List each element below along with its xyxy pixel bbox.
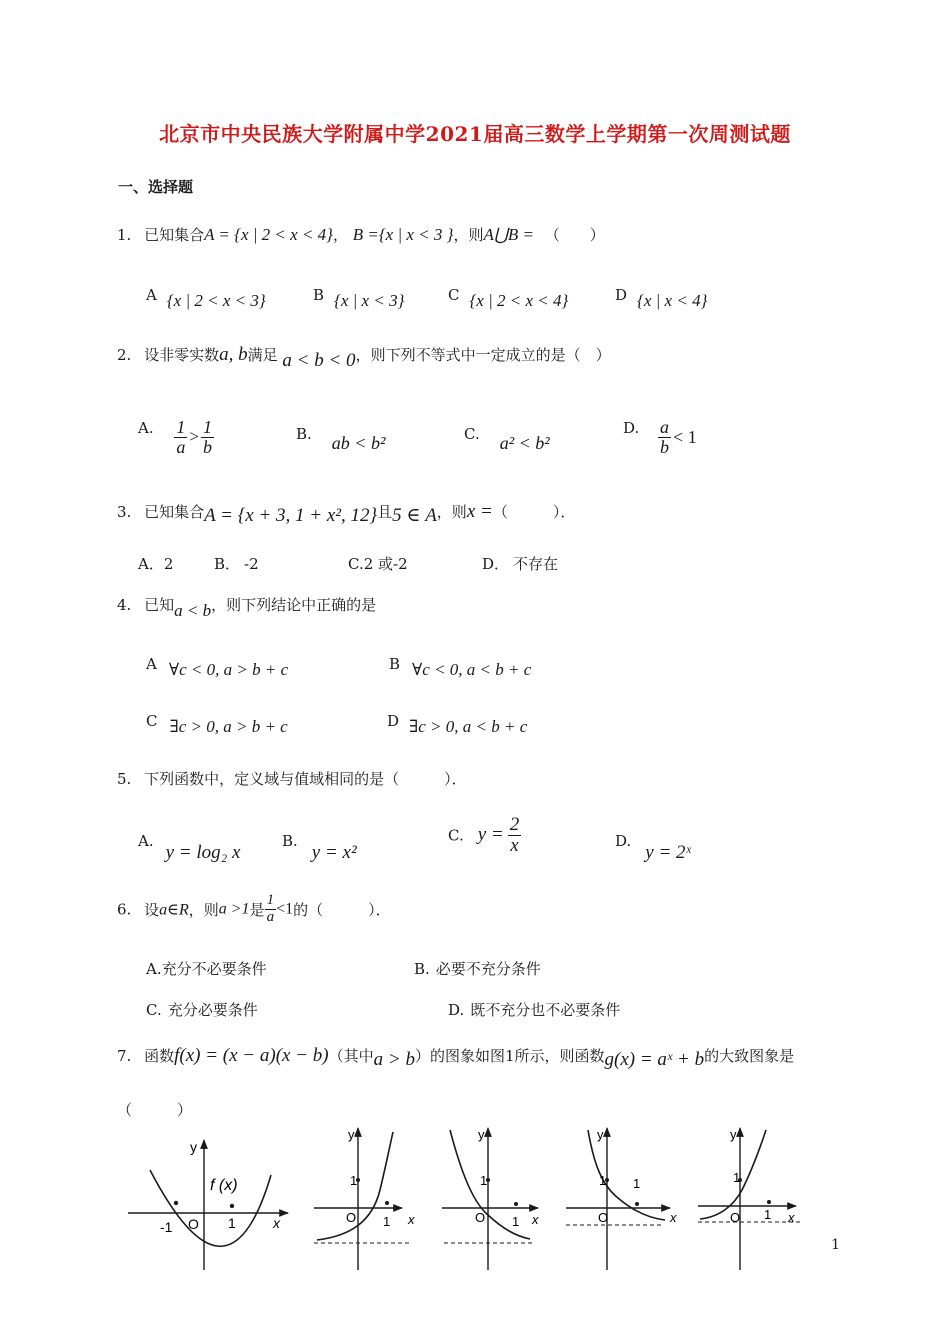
option-text: 充分不必要条件 bbox=[161, 960, 267, 978]
fraction bbox=[174, 418, 187, 457]
option-text: y = x² bbox=[311, 842, 357, 863]
q4-option-c bbox=[146, 711, 288, 736]
denominator: b bbox=[202, 436, 212, 457]
q6-stem: 设 bbox=[144, 900, 160, 919]
figure-1-f-graph bbox=[128, 1139, 288, 1270]
y-label: y bbox=[348, 1127, 355, 1142]
numerator: 1 bbox=[266, 892, 275, 908]
denominator: x bbox=[510, 834, 519, 856]
denominator: a bbox=[266, 908, 275, 925]
q3-number: 3. bbox=[117, 503, 132, 521]
y-label: y bbox=[190, 1139, 197, 1155]
question-1 bbox=[117, 224, 605, 245]
q3-option-b bbox=[214, 553, 259, 574]
option-label: B bbox=[313, 286, 325, 304]
option-text: ∃c > 0, a > b + c bbox=[169, 717, 288, 736]
q2-number: 2. bbox=[117, 346, 132, 364]
q2-stem: 设非零实数 bbox=[144, 346, 220, 364]
option-label: C. bbox=[146, 1001, 162, 1019]
q3-variable: x = bbox=[466, 501, 493, 522]
option-text: ab < b² bbox=[331, 433, 386, 453]
option-label: D． bbox=[482, 555, 510, 573]
option-label: D. bbox=[623, 419, 640, 438]
option-label: B. bbox=[282, 832, 298, 850]
q1-option-d bbox=[615, 285, 708, 310]
q6-number: 6. bbox=[117, 900, 132, 919]
q7-condition: a > b bbox=[373, 1049, 415, 1070]
option-label: A. bbox=[146, 960, 162, 978]
q4-option-b bbox=[389, 654, 532, 679]
q3-option-d bbox=[482, 553, 558, 574]
q1-number: 1. bbox=[117, 226, 132, 244]
numerator: 1 bbox=[176, 417, 186, 437]
option-label: D. bbox=[448, 1001, 465, 1019]
point-dot bbox=[385, 1201, 389, 1205]
tick-label: 1 bbox=[633, 1176, 641, 1191]
option-text: 必要不充分条件 bbox=[435, 960, 541, 978]
option-text: 既不充分也不必要条件 bbox=[470, 1001, 621, 1019]
q3-mid: 且 bbox=[377, 503, 393, 521]
q5-option-a bbox=[138, 830, 241, 863]
q3-then: ，则 bbox=[436, 503, 467, 521]
option-label: B bbox=[389, 655, 401, 673]
option-text: ∀c < 0, a < b + c bbox=[412, 660, 532, 679]
q7-blank: （ ） bbox=[117, 1101, 193, 1119]
question-5 bbox=[117, 768, 467, 789]
point-dot bbox=[514, 1202, 518, 1206]
option-label: D bbox=[615, 286, 628, 304]
q1-set-a: A = {x | 2 < x < 4} bbox=[204, 225, 333, 244]
option-text: 不存在 bbox=[513, 555, 559, 573]
question-3 bbox=[117, 500, 576, 526]
option-lhs: y = bbox=[477, 824, 504, 846]
q6-condition-1: a >1 bbox=[218, 900, 250, 918]
option-text: ∀c < 0, a > b + c bbox=[168, 660, 289, 679]
option-label: C bbox=[146, 712, 158, 730]
option-tail: < 1 bbox=[673, 426, 697, 447]
denominator: a bbox=[176, 436, 186, 457]
q7-number: 7. bbox=[117, 1047, 132, 1065]
x-label: x bbox=[670, 1210, 677, 1225]
q2-vars: a, b bbox=[219, 344, 248, 365]
q1-option-c bbox=[448, 285, 569, 310]
option-label: A bbox=[146, 286, 157, 304]
q3-stem: 已知集合 bbox=[144, 503, 205, 521]
denominator: b bbox=[660, 436, 670, 457]
point-dot bbox=[767, 1200, 771, 1204]
question-4 bbox=[117, 594, 377, 620]
option-text: {x | x < 4} bbox=[637, 291, 708, 310]
q1-set-b: B ={x | x < 3 } bbox=[352, 225, 454, 244]
option-text: {x | 2 < x < 3} bbox=[166, 291, 266, 310]
operator: > bbox=[189, 427, 199, 447]
option-label: B. bbox=[296, 425, 312, 443]
origin-label: O bbox=[346, 1210, 357, 1225]
q1-stem: 已知集合 bbox=[144, 226, 205, 244]
q4-number: 4. bbox=[117, 596, 132, 614]
x-label: x bbox=[788, 1210, 795, 1225]
q7-stem: 函数 bbox=[144, 1047, 175, 1065]
origin-label: O bbox=[730, 1210, 741, 1225]
fraction bbox=[508, 815, 522, 856]
page-title: 北京市中央民族大学附属中学2021届高三数学上学期第一次周测试题 bbox=[159, 122, 791, 146]
option-graph-2 bbox=[442, 1127, 539, 1270]
q1-option-a bbox=[146, 285, 266, 310]
q3-blank: （ ）． bbox=[492, 503, 576, 521]
y-label: y bbox=[730, 1127, 737, 1142]
tick-label: 1 bbox=[480, 1173, 488, 1188]
x-label: x bbox=[273, 1215, 280, 1231]
option-text: -2 bbox=[244, 555, 259, 573]
origin-label: O bbox=[188, 1216, 199, 1232]
y-label: y bbox=[597, 1127, 604, 1142]
option-graph-4 bbox=[698, 1127, 800, 1270]
option-label: C. bbox=[348, 555, 364, 573]
q6-is: 是 bbox=[249, 900, 265, 919]
y-label: y bbox=[478, 1127, 485, 1142]
q1-sep: ， bbox=[332, 226, 348, 244]
q4-option-d bbox=[387, 711, 528, 736]
q3-option-c bbox=[348, 553, 408, 574]
question-7 bbox=[117, 1045, 795, 1070]
q6-set: a∈R bbox=[159, 901, 189, 919]
numerator: a bbox=[660, 417, 670, 437]
tick-label: 1 bbox=[228, 1215, 236, 1231]
q3-set: A = {x + 3, 1 + x², 12} bbox=[204, 505, 378, 526]
point-dot bbox=[635, 1202, 639, 1206]
q6-option-d bbox=[448, 999, 620, 1020]
numerator: 1 bbox=[202, 417, 212, 437]
option-text: y = 2ˣ bbox=[645, 842, 691, 863]
option-label: D bbox=[387, 712, 400, 730]
q1-option-b bbox=[313, 285, 405, 310]
q2-condition: a < b < 0 bbox=[282, 350, 356, 371]
tick-label: 1 bbox=[512, 1214, 520, 1229]
q7-mid: ）的图象如图1所示，则函数 bbox=[414, 1047, 605, 1065]
tick-label: 1 bbox=[764, 1207, 772, 1222]
q5-option-b bbox=[282, 830, 357, 863]
question-6 bbox=[117, 893, 391, 926]
q2-option-b bbox=[296, 423, 386, 453]
q2-option-c bbox=[464, 423, 550, 453]
q6-condition-2: <1 bbox=[276, 900, 294, 918]
option-text: ∃c > 0, a < b + c bbox=[409, 717, 528, 736]
q1-blank: （ ） bbox=[544, 226, 605, 244]
option-label: B. bbox=[414, 960, 430, 978]
tick-label: 1 bbox=[383, 1214, 391, 1229]
option-text: {x | 2 < x < 4} bbox=[469, 291, 569, 310]
option-label: C bbox=[448, 286, 460, 304]
root-dot bbox=[230, 1204, 234, 1208]
option-text: 2 或-2 bbox=[363, 555, 408, 573]
numerator: 2 bbox=[509, 814, 520, 835]
q3-option-a bbox=[138, 553, 173, 574]
option-label: D. bbox=[615, 832, 632, 850]
q4-condition: a < b bbox=[174, 601, 212, 620]
q5-number: 5. bbox=[117, 770, 132, 788]
option-label: A bbox=[146, 655, 157, 673]
option-text: 2 bbox=[163, 555, 174, 573]
origin-label: O bbox=[598, 1210, 609, 1225]
option-text: y = log₂ x bbox=[165, 842, 241, 863]
option-graph-1 bbox=[314, 1127, 415, 1270]
tick-label: 1 bbox=[599, 1173, 607, 1188]
q4-stem: 已知 bbox=[144, 596, 175, 614]
root-dot bbox=[174, 1201, 178, 1205]
fraction bbox=[658, 418, 671, 457]
q7-tail: 的大致图象是 bbox=[704, 1047, 795, 1065]
q7-paren: （其中 bbox=[328, 1047, 374, 1065]
option-label: A. bbox=[138, 419, 154, 438]
option-label: A． bbox=[138, 555, 164, 573]
option-graph-3 bbox=[566, 1127, 677, 1270]
q6-then: ，则 bbox=[188, 900, 219, 919]
q6-option-c bbox=[146, 999, 258, 1020]
q2-mid: 满足 bbox=[247, 346, 278, 364]
q3-condition: 5 ∈ A bbox=[392, 505, 437, 526]
option-label: A. bbox=[138, 832, 154, 850]
tick-label: 1 bbox=[350, 1173, 358, 1188]
q4-option-a bbox=[146, 654, 289, 679]
fraction bbox=[265, 893, 277, 926]
q5-option-c bbox=[448, 815, 521, 856]
page-number: 1 bbox=[831, 1237, 840, 1253]
x-label: x bbox=[532, 1212, 539, 1227]
q1-then: ，则 bbox=[453, 226, 484, 244]
q2-option-a bbox=[138, 418, 214, 457]
q6-option-b bbox=[414, 958, 541, 979]
q5-option-d bbox=[615, 830, 691, 863]
q2-option-d bbox=[623, 418, 697, 457]
q4-tail: ，则下列结论中正确的是 bbox=[211, 596, 377, 614]
option-text: 充分必要条件 bbox=[167, 1001, 258, 1019]
q1-expr: A⋃B = bbox=[483, 225, 534, 244]
x-label: x bbox=[408, 1212, 415, 1227]
q5-stem: 下列函数中，定义域与值域相同的是（ ）． bbox=[144, 770, 467, 788]
origin-label: O bbox=[475, 1210, 486, 1225]
q7-g-function: g(x) = aˣ + b bbox=[604, 1049, 705, 1070]
option-text: {x | x < 3} bbox=[334, 291, 405, 310]
tick-label: 1 bbox=[733, 1170, 741, 1185]
function-label: f (x) bbox=[210, 1177, 238, 1194]
graphs-row bbox=[0, 1120, 950, 1280]
q6-option-a bbox=[146, 958, 267, 979]
question-2 bbox=[117, 344, 611, 371]
option-label: C. bbox=[448, 826, 464, 845]
option-label: B． bbox=[214, 555, 241, 573]
option-text: a² < b² bbox=[499, 433, 550, 453]
fraction bbox=[201, 418, 214, 457]
tick-label: -1 bbox=[160, 1219, 173, 1235]
section-heading: 一、选择题 bbox=[118, 178, 194, 196]
q7-function: f(x) = (x − a)(x − b) bbox=[174, 1045, 329, 1066]
q2-tail: ，则下列不等式中一定成立的是（ ） bbox=[355, 346, 611, 364]
q6-tail: 的（ ）． bbox=[293, 900, 391, 919]
option-label: C. bbox=[464, 425, 480, 443]
